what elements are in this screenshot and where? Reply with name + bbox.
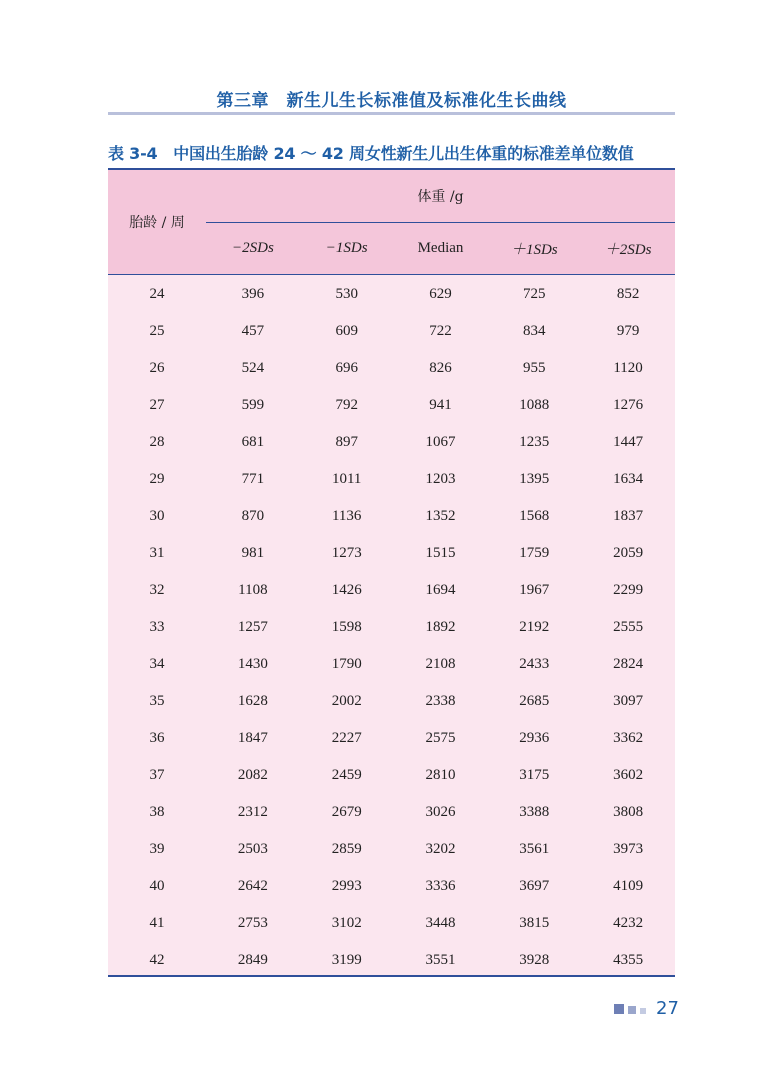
cell-weight-value: 941	[429, 397, 452, 413]
page-number: 27	[656, 998, 679, 1019]
cell-weight-value: 2503	[237, 841, 268, 857]
data-table	[108, 168, 675, 977]
cell-weight-value: 1203	[425, 471, 456, 487]
square-icon	[614, 1004, 624, 1014]
cell-weight-value: 4109	[613, 878, 644, 894]
cell-weight-value: 3097	[613, 693, 644, 709]
cell-weight-value: 1892	[425, 619, 456, 635]
cell-weight-value: 457	[241, 323, 265, 339]
cell-weight-value: 4355	[613, 952, 644, 968]
cell-weight-value: 1515	[425, 545, 456, 561]
cell-weight-value: 3102	[331, 915, 362, 931]
cell-weight-value: 3448	[425, 915, 456, 931]
square-icon	[628, 1006, 636, 1014]
cell-weight-value: 2192	[519, 619, 550, 635]
cell-weight-value: 1011	[331, 471, 362, 487]
table-row	[108, 313, 675, 350]
cell-weight-value: 1759	[519, 545, 550, 561]
cell-weight-value: 1395	[519, 471, 550, 487]
cell-gestational-age: 38	[149, 804, 165, 820]
page-footer	[614, 998, 679, 1019]
cell-weight-value: 2685	[519, 693, 550, 709]
cell-gestational-age: 40	[149, 878, 165, 894]
cell-gestational-age: 36	[149, 730, 165, 746]
cell-weight-value: 1108	[238, 582, 268, 598]
cell-weight-value: 396	[241, 286, 265, 302]
cell-weight-value: 2936	[519, 730, 550, 746]
cell-weight-value: 1568	[519, 508, 550, 524]
table-header	[108, 170, 675, 275]
table-row	[108, 868, 675, 905]
table-row	[108, 905, 675, 942]
cell-weight-value: 852	[616, 286, 640, 302]
cell-weight-value: 1847	[237, 730, 268, 746]
cell-weight-value: 3815	[519, 915, 550, 931]
table-row	[108, 683, 675, 720]
cell-weight-value: 524	[241, 360, 265, 376]
cell-weight-value: 1136	[331, 508, 362, 524]
cell-gestational-age: 34	[149, 656, 165, 672]
row-header-gestational-age: 胎龄 / 周	[129, 215, 185, 231]
square-icon	[640, 1008, 646, 1014]
column-header-median: Median	[417, 240, 464, 256]
cell-weight-value: 2108	[425, 656, 456, 672]
table-row	[108, 535, 675, 572]
cell-weight-value: 609	[335, 323, 358, 339]
cell-weight-value: 1257	[237, 619, 268, 635]
cell-weight-value: 2059	[613, 545, 644, 561]
cell-weight-value: 1235	[519, 434, 550, 450]
cell-weight-value: 3388	[519, 804, 550, 820]
cell-weight-value: 870	[241, 508, 265, 524]
group-header-weight: 体重 /g	[417, 189, 464, 205]
cell-gestational-age: 29	[149, 471, 165, 487]
cell-weight-value: 3561	[519, 841, 550, 857]
cell-weight-value: 530	[335, 286, 358, 302]
cell-weight-value: 3551	[425, 952, 456, 968]
cell-weight-value: 981	[241, 545, 265, 561]
cell-weight-value: 2575	[425, 730, 456, 746]
column-header-plus-1sds: ＋1SDs	[510, 242, 558, 258]
cell-gestational-age: 24	[149, 286, 165, 302]
table-row	[108, 757, 675, 794]
table-row	[108, 276, 675, 313]
table-row	[108, 572, 675, 609]
cell-gestational-age: 37	[149, 767, 165, 783]
cell-gestational-age: 39	[149, 841, 165, 857]
table-row	[108, 609, 675, 646]
table-row	[108, 387, 675, 424]
column-header-plus-2sds: ＋2SDs	[604, 242, 652, 258]
table-row	[108, 350, 675, 387]
cell-weight-value: 2002	[331, 693, 362, 709]
cell-weight-value: 1430	[237, 656, 268, 672]
header-divider	[108, 112, 675, 115]
cell-weight-value: 3362	[613, 730, 644, 746]
table-body	[108, 276, 675, 979]
cell-weight-value: 1426	[331, 582, 362, 598]
cell-weight-value: 2993	[331, 878, 362, 894]
cell-gestational-age: 41	[149, 915, 165, 931]
cell-weight-value: 2859	[331, 841, 362, 857]
cell-weight-value: 979	[616, 323, 640, 339]
cell-weight-value: 1447	[613, 434, 644, 450]
table-row	[108, 646, 675, 683]
cell-weight-value: 1837	[613, 508, 644, 524]
cell-weight-value: 3928	[519, 952, 550, 968]
cell-weight-value: 1352	[425, 508, 456, 524]
cell-weight-value: 897	[335, 434, 358, 450]
cell-weight-value: 1790	[331, 656, 362, 672]
cell-weight-value: 2824	[613, 656, 644, 672]
cell-weight-value: 1067	[425, 434, 456, 450]
cell-weight-value: 1598	[331, 619, 362, 635]
cell-weight-value: 3808	[613, 804, 644, 820]
cell-weight-value: 722	[429, 323, 452, 339]
cell-weight-value: 2679	[331, 804, 362, 820]
cell-weight-value: 3026	[425, 804, 456, 820]
cell-gestational-age: 33	[149, 619, 165, 635]
cell-weight-value: 3199	[331, 952, 362, 968]
column-header-minus-1sds: −1SDs	[325, 240, 368, 256]
cell-weight-value: 1634	[613, 471, 644, 487]
cell-weight-value: 1628	[237, 693, 268, 709]
table-row	[108, 794, 675, 831]
cell-weight-value: 2338	[425, 693, 456, 709]
chapter-title: 第三章 新生儿生长标准值及标准化生长曲线	[216, 91, 567, 111]
cell-weight-value: 792	[335, 397, 358, 413]
cell-gestational-age: 28	[149, 434, 165, 450]
cell-weight-value: 2849	[237, 952, 268, 968]
cell-gestational-age: 25	[149, 323, 165, 339]
cell-weight-value: 1120	[613, 360, 643, 376]
cell-weight-value: 2299	[613, 582, 644, 598]
cell-gestational-age: 42	[149, 952, 165, 968]
cell-weight-value: 834	[523, 323, 546, 339]
cell-weight-value: 3973	[613, 841, 644, 857]
cell-gestational-age: 26	[149, 360, 165, 376]
cell-weight-value: 2312	[237, 804, 268, 820]
cell-weight-value: 1276	[613, 397, 644, 413]
table-row	[108, 942, 675, 979]
cell-weight-value: 2642	[237, 878, 268, 894]
cell-weight-value: 2227	[331, 730, 362, 746]
table-row	[108, 498, 675, 535]
cell-weight-value: 2459	[331, 767, 362, 783]
table-caption: 表 3-4 中国出生胎龄 24 ～ 42 周女性新生儿出生体重的标准差单位数值	[108, 144, 634, 163]
cell-weight-value: 2753	[237, 915, 268, 931]
cell-weight-value: 2433	[519, 656, 550, 672]
cell-weight-value: 1694	[425, 582, 456, 598]
cell-weight-value: 3175	[519, 767, 550, 783]
cell-weight-value: 599	[241, 397, 265, 413]
table-row	[108, 461, 675, 498]
cell-weight-value: 1088	[519, 397, 550, 413]
cell-weight-value: 725	[523, 286, 546, 302]
table-row	[108, 720, 675, 757]
cell-gestational-age: 27	[149, 397, 165, 413]
cell-weight-value: 1273	[331, 545, 362, 561]
cell-weight-value: 3336	[425, 878, 456, 894]
cell-gestational-age: 32	[149, 582, 165, 598]
cell-gestational-age: 35	[149, 693, 165, 709]
cell-weight-value: 3602	[613, 767, 644, 783]
column-headers	[206, 223, 675, 274]
cell-weight-value: 826	[429, 360, 452, 376]
cell-gestational-age: 30	[149, 508, 165, 524]
table-row	[108, 831, 675, 868]
cell-weight-value: 771	[241, 471, 265, 487]
column-header-minus-2sds: −2SDs	[232, 240, 274, 256]
cell-weight-value: 629	[429, 286, 452, 302]
cell-weight-value: 681	[241, 434, 265, 450]
cell-weight-value: 1967	[519, 582, 550, 598]
cell-weight-value: 2082	[237, 767, 268, 783]
cell-weight-value: 2555	[613, 619, 644, 635]
cell-weight-value: 2810	[425, 767, 456, 783]
cell-weight-value: 3202	[425, 841, 456, 857]
cell-weight-value: 696	[335, 360, 358, 376]
cell-gestational-age: 31	[149, 545, 165, 561]
table-row	[108, 424, 675, 461]
cell-weight-value: 955	[523, 360, 546, 376]
cell-weight-value: 3697	[519, 878, 550, 894]
cell-weight-value: 4232	[613, 915, 644, 931]
